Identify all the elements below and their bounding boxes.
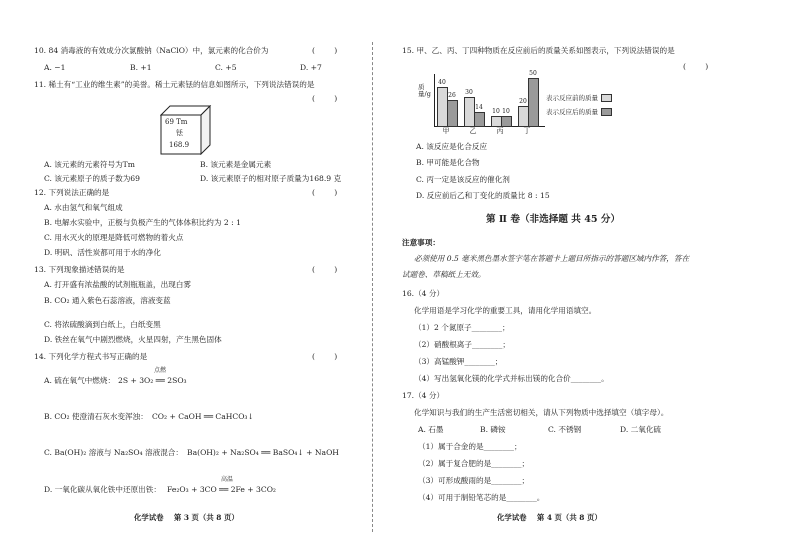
bar-after-4 <box>528 78 539 127</box>
right-page-footer: 化学试卷 第 4 页（共 8 页） <box>497 513 602 522</box>
bar-value-label: 40 <box>438 79 446 86</box>
q15-option-a: A. 该反应是化合反应 <box>416 142 488 151</box>
bar-value-label: 50 <box>529 70 537 77</box>
bar-value-label: 14 <box>475 104 483 111</box>
q12-answer-paren: ( ) <box>312 188 338 197</box>
q14-option-c-equation: Ba(OH)₂ + Na₂SO₄ ══ BaSO₄↓ + NaOH <box>187 448 339 457</box>
q13-answer-paren: ( ) <box>312 265 338 274</box>
q15-option-b: B. 甲可能是化合物 <box>416 158 480 167</box>
q10-answer-paren: ( ) <box>312 46 338 55</box>
q11-option-b: B. 该元素是金属元素 <box>200 160 272 169</box>
q12-stem: 12. 下列说法正确的是 <box>34 188 110 197</box>
q10-option-b: B. +1 <box>130 63 152 72</box>
q17-choice-d: D. 二氧化硫 <box>620 425 662 434</box>
q16-item-3: （3）高锰酸钾________； <box>414 357 503 366</box>
q14-option-a-equation: 2S + 3O₂ ══ 2SO₃ <box>118 376 187 385</box>
q11-stem: 11. 稀土有“工业的维生素”的美誉。稀土元素铥的信息如图所示，下列说法错误的是 <box>34 80 315 89</box>
q15-option-d: D. 反应前后乙和丁变化的质量比 8 : 15 <box>416 191 550 200</box>
left-page-footer: 化学试卷 第 3 页（共 8 页） <box>134 513 239 522</box>
q14-option-d-condition: 高温 <box>221 476 234 483</box>
q17-item-3: （3）可形成酸雨的是________； <box>418 476 530 485</box>
q15-stem: 15. 甲、乙、丙、丁四种物质在反应前后的质量关系如图表示，下列说法错误的是 <box>402 46 675 55</box>
q13-stem: 13. 下列现象描述错误的是 <box>34 265 125 274</box>
q16-item-2: （2）硝酸根离子________； <box>414 340 510 349</box>
q11-option-d: D. 该元素原子的相对原子质量为168.9 克 <box>200 174 342 183</box>
q10-stem: 10. 84 消毒液的有效成分次氯酸钠（NaClO）中，氯元素的化合价为 <box>34 46 269 55</box>
q17-head: 17.（4 分） <box>402 391 445 400</box>
q17-item-4: （4）可用于制铅笔芯的是________。 <box>418 493 545 502</box>
bar-value-label: 10 <box>502 108 510 115</box>
element-number-symbol: 69 Tm <box>165 118 188 126</box>
q10-option-d: D. +7 <box>300 63 322 72</box>
bar-after-2 <box>474 112 485 127</box>
legend-before <box>546 94 612 103</box>
category-label: 丙 <box>496 127 504 135</box>
category-label: 丁 <box>523 127 531 135</box>
q14-stem: 14. 下列化学方程式书写正确的是 <box>34 352 148 361</box>
bar-value-label: 26 <box>448 92 456 99</box>
q14-option-a-condition: 点燃 <box>154 367 167 374</box>
legend-before-swatch <box>601 94 612 102</box>
legend-after-swatch <box>601 108 612 116</box>
category-label: 甲 <box>442 127 450 135</box>
q13-option-a: A. 打开盛有浓盐酸的试剂瓶瓶盖，出现白雾 <box>44 280 191 289</box>
bar-value-label: 10 <box>492 108 500 115</box>
q12-option-d: D. 明矾、活性炭都可用于水的净化 <box>44 248 161 257</box>
legend-after-label: 表示反应后的质量 <box>546 108 598 116</box>
q17-item-2: （2）属于复合肥的是________； <box>418 459 530 468</box>
element-name: 铥 <box>176 129 183 137</box>
q10-option-a: A. −1 <box>44 63 66 72</box>
q16-intro: 化学用语是学习化学的重要工具，请用化学用语填空。 <box>414 306 597 315</box>
category-label: 乙 <box>469 127 477 135</box>
bar-value-label: 30 <box>465 89 473 96</box>
q16-item-1: （1）2 个氮原子________； <box>414 323 510 332</box>
q16-item-4: （4）写出氢氧化镁的化学式并标出镁的化合价________。 <box>414 374 609 383</box>
q17-choice-c: C. 不锈钢 <box>548 425 582 434</box>
notice-line-2: 试题卷、草稿纸上无效。 <box>402 270 486 279</box>
q12-option-b: B. 电解水实验中，正极与负极产生的气体体积比约为 2 : 1 <box>44 218 241 227</box>
q13-option-d: D. 铁丝在氧气中剧烈燃烧，火星四射，产生黑色固体 <box>44 335 222 344</box>
q14-option-d-equation: Fe₂O₃ + 3CO ══ 2Fe + 3CO₂ <box>167 485 276 494</box>
q17-intro: 化学知识与我们的生产生活密切相关，请从下列物质中选择填空（填字母）。 <box>414 408 669 417</box>
q12-option-a: A. 水由氢气和氧气组成 <box>44 203 123 212</box>
notice-title: 注意事项： <box>402 238 440 247</box>
q11-option-c: C. 该元素原子的质子数为69 <box>44 174 140 183</box>
q15-answer-paren: ( ) <box>683 62 709 71</box>
q14-option-b: B. CO₂ 使澄清石灰水变浑浊： <box>44 412 148 421</box>
chart-plot-area <box>434 70 545 127</box>
q11-answer-paren: ( ) <box>312 94 338 103</box>
q10-option-c: C. +5 <box>215 63 237 72</box>
q13-option-b: B. CO₂ 通入紫色石蕊溶液，溶液变蓝 <box>44 296 171 305</box>
q15-option-c: C. 丙一定是该反应的催化剂 <box>416 175 510 184</box>
chart-legend <box>546 94 666 124</box>
column-divider <box>372 42 373 532</box>
notice-line-1: 必须使用 0.5 毫米黑色墨水签字笔在答题卡上题目所指示的答题区域内作答，答在 <box>414 254 690 263</box>
chart-ylabel: 质量/g <box>418 83 431 99</box>
element-info-cube <box>160 105 212 155</box>
legend-after <box>546 108 612 117</box>
q14-option-c: C. Ba(OH)₂ 溶液与 Na₂SO₄ 溶液混合： <box>44 448 183 457</box>
legend-before-label: 表示反应前的质量 <box>546 94 598 102</box>
q14-option-d: D. 一氧化碳从氧化铁中还原出铁： <box>44 485 161 494</box>
q11-option-a: A. 该元素的元素符号为Tm <box>44 160 135 169</box>
chart-category-labels <box>434 126 544 136</box>
mass-bar-chart <box>418 70 718 135</box>
bar-value-label: 20 <box>519 98 527 105</box>
q13-option-c: C. 将浓硫酸滴到白纸上，白纸变黑 <box>44 320 161 329</box>
q17-item-1: （1）属于合金的是________； <box>418 442 522 451</box>
element-mass: 168.9 <box>169 141 190 149</box>
q17-choice-b: B. 磷铵 <box>480 425 506 434</box>
q14-option-a: A. 硫在氧气中燃烧： <box>44 376 116 385</box>
q17-choice-a: A. 石墨 <box>418 425 444 434</box>
section-title: 第 Ⅱ 卷（非选择题 共 45 分） <box>486 214 621 225</box>
q14-option-b-equation: CO₂ + CaOH ══ CaHCO₃↓ <box>152 412 254 421</box>
q12-option-c: C. 用水灭火的原理是降低可燃物的着火点 <box>44 233 184 242</box>
q14-answer-paren: ( ) <box>312 352 338 361</box>
q16-head: 16.（4 分） <box>402 289 445 298</box>
bar-after-1 <box>447 100 458 127</box>
